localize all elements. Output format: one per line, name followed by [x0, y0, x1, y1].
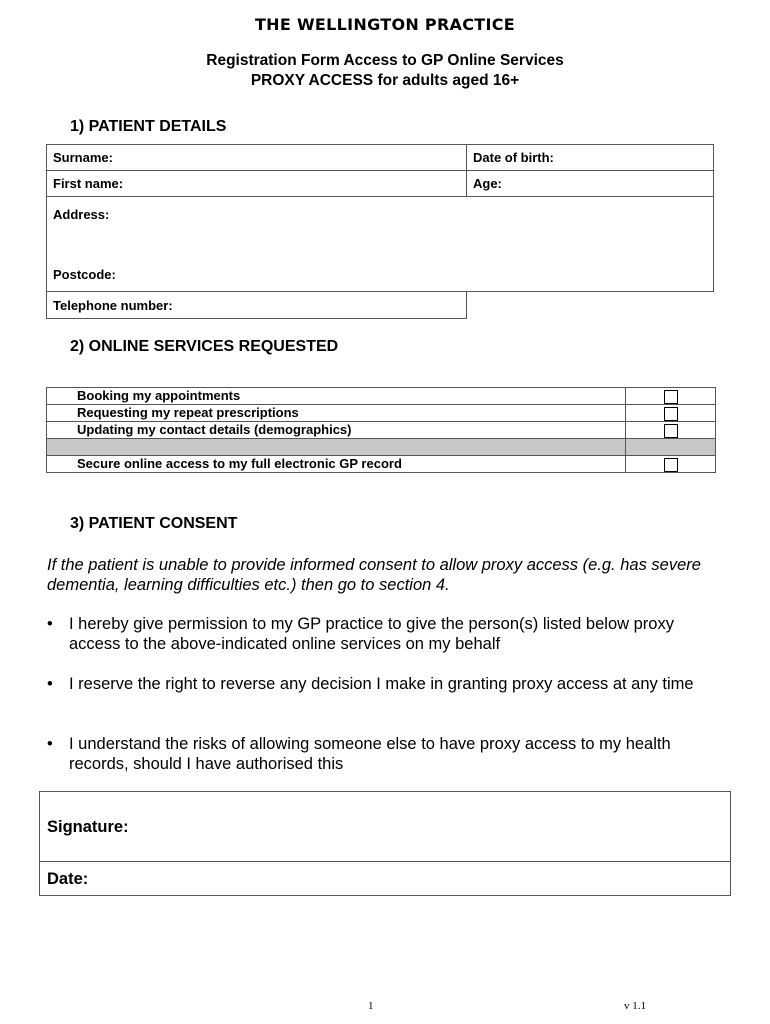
signature-field[interactable] — [39, 791, 731, 862]
section-heading-online-services: 2) ONLINE SERVICES REQUESTED — [70, 338, 339, 355]
address-field[interactable] — [47, 197, 714, 292]
form-title: Registration Form Access to GP Online Services — [206, 52, 564, 69]
section-heading-patient-consent: 3) PATIENT CONSENT — [70, 515, 238, 532]
patient-details-table — [46, 144, 714, 292]
signature-label: Signature: — [47, 818, 129, 836]
service-label: Requesting my repeat prescriptions — [47, 405, 626, 422]
checkbox-booking-appointments[interactable] — [664, 390, 678, 404]
address-label: Address: — [53, 207, 110, 222]
consent-bullet — [47, 674, 727, 694]
consent-bullet — [47, 614, 727, 654]
consent-intro: If the patient is unable to provide informed consent to allow proxy access (e.g. has severe dementia, learning difficulties etc.) then go to section 4. — [47, 556, 701, 594]
service-checkbox-cell — [626, 388, 716, 405]
bullet-icon: • — [47, 615, 53, 633]
service-separator-row — [626, 439, 716, 456]
date-label: Date: — [47, 870, 89, 888]
first-name-field[interactable] — [47, 171, 467, 197]
telephone-label: Telephone number: — [53, 297, 173, 313]
dob-field[interactable] — [467, 145, 714, 171]
telephone-field[interactable] — [47, 292, 467, 319]
form-subtitle: PROXY ACCESS for adults aged 16+ — [250, 72, 520, 89]
date-field[interactable] — [39, 861, 731, 896]
page-number: 1 — [368, 1000, 374, 1012]
service-label: Secure online access to my full electronic GP record — [47, 456, 626, 473]
service-separator-row — [47, 439, 626, 456]
checkbox-repeat-prescriptions[interactable] — [664, 407, 678, 421]
consent-bullet-text: I understand the risks of allowing someone else to have proxy access to my health records, should I have authorised this — [69, 735, 671, 773]
telephone-table — [46, 291, 467, 319]
age-field[interactable] — [467, 171, 714, 197]
checkbox-contact-details[interactable] — [664, 424, 678, 438]
version-label: v 1.1 — [624, 1000, 646, 1012]
practice-name: THE WELLINGTON PRACTICE — [254, 15, 516, 34]
dob-label: Date of birth: — [473, 150, 554, 165]
service-checkbox-cell — [626, 405, 716, 422]
postcode-label: Postcode: — [53, 267, 116, 282]
service-label: Booking my appointments — [47, 388, 626, 405]
service-checkbox-cell — [626, 422, 716, 439]
consent-bullet-text: I hereby give permission to my GP practice to give the person(s) listed below proxy access to the above-indicated online services on my behalf — [69, 615, 674, 653]
checkbox-full-record[interactable] — [664, 458, 678, 472]
surname-field[interactable] — [47, 145, 467, 171]
age-label: Age: — [473, 176, 502, 191]
surname-label: Surname: — [53, 150, 113, 165]
consent-bullet-text: I reserve the right to reverse any decision I make in granting proxy access at any time — [69, 675, 694, 693]
bullet-icon: • — [47, 675, 53, 693]
service-label: Updating my contact details (demographics) — [47, 422, 626, 439]
services-table — [46, 387, 716, 473]
section-heading-patient-details: 1) PATIENT DETAILS — [70, 118, 227, 135]
bullet-icon: • — [47, 735, 53, 753]
first-name-label: First name: — [53, 176, 124, 191]
consent-bullet — [47, 734, 727, 774]
service-checkbox-cell — [626, 456, 716, 473]
